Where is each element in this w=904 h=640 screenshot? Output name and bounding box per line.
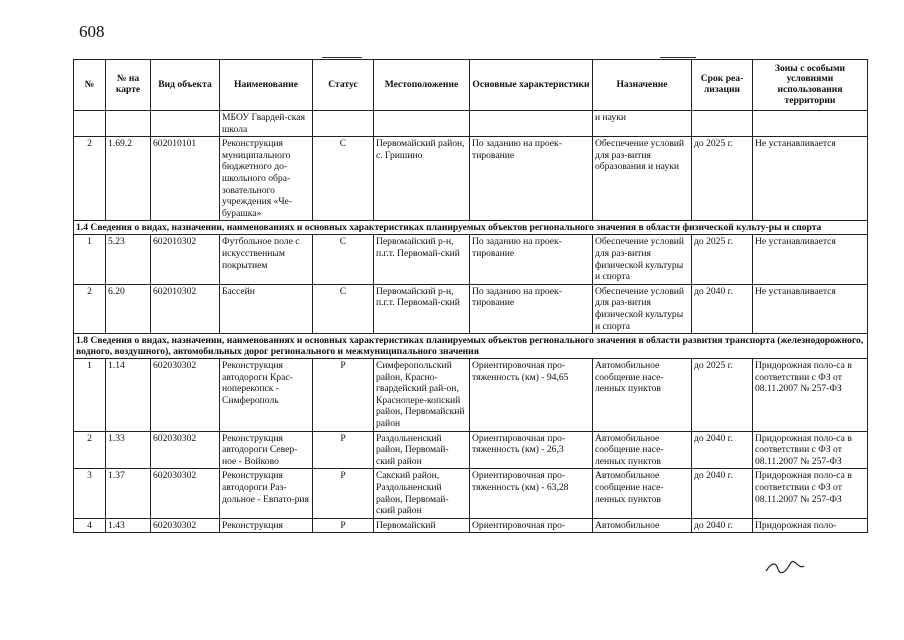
- cell-location: [374, 111, 470, 137]
- cell-term: до 2040 г.: [692, 431, 753, 469]
- cell-code: 602030302: [151, 431, 220, 469]
- table-row: [74, 137, 868, 221]
- table-row: [74, 518, 868, 533]
- cell-status: С: [313, 284, 374, 333]
- col-header: Зоны с особыми условиями использования территории: [753, 60, 868, 111]
- cell-num: 3: [74, 469, 106, 518]
- cell-term: до 2025 г.: [692, 137, 753, 221]
- cell-num: 4: [74, 518, 106, 533]
- cell-purpose: Обеспечение условий для раз-вития физической культуры и спорта: [593, 235, 692, 284]
- col-header: №: [74, 60, 106, 111]
- table-row: [74, 431, 868, 469]
- cell-purpose: Обеспечение условий для раз-вития физической культуры и спорта: [593, 284, 692, 333]
- cell-term: до 2040 г.: [692, 518, 753, 533]
- cell-term: до 2025 г.: [692, 235, 753, 284]
- cell-status: С: [313, 235, 374, 284]
- cell-location: Первомайский р-н, п.г.т. Первомай-ский: [374, 284, 470, 333]
- cell-code: 602010302: [151, 284, 220, 333]
- col-header: Назначение: [593, 60, 692, 111]
- cell-name: Реконструкция муниципального бюджетного до-школьного обра-зовательного учреждения «Че-бурашка»: [220, 137, 313, 221]
- cell-code: 602010101: [151, 137, 220, 221]
- cell-term: до 2025 г.: [692, 359, 753, 432]
- cell-name: Реконструкция автодороги Раз-дольное - Евпато-рия: [220, 469, 313, 518]
- cell-code: 602030302: [151, 469, 220, 518]
- cell-zones: Не устанавливается: [753, 235, 868, 284]
- cell-status: [313, 111, 374, 137]
- cell-code: [151, 111, 220, 137]
- cell-zones: Не устанавливается: [753, 284, 868, 333]
- cell-name: Реконструкция автодороги Север-ное - Войково: [220, 431, 313, 469]
- cell-num: 1: [74, 359, 106, 432]
- cell-code: 602010302: [151, 235, 220, 284]
- cell-status: Р: [313, 518, 374, 533]
- cell-chars: По заданию на проек-тирование: [470, 235, 593, 284]
- table-row: [74, 284, 868, 333]
- register-table: [73, 59, 868, 533]
- cell-name: Футбольное поле с искусственным покрытием: [220, 235, 313, 284]
- cell-chars: Ориентировочная про-тяженность (км) - 26,3: [470, 431, 593, 469]
- cell-location: Первомайский р-н, п.г.т. Первомай-ский: [374, 235, 470, 284]
- cell-code: 602030302: [151, 359, 220, 432]
- cell-location: Первомайский район, с. Гришино: [374, 137, 470, 221]
- section-heading: 1.8 Сведения о видах, назначении, наименованиях и основных характеристиках планируемых объектов регионального значения в области развития транспорта (железнодорожного, водного, воздушного), автомобильных дорог регионального и межмуниципального значения: [74, 334, 868, 359]
- table-row: [74, 235, 868, 284]
- cell-term: до 2040 г.: [692, 284, 753, 333]
- cell-purpose: Автомобильное: [593, 518, 692, 533]
- cell-purpose: Автомобильное сообщение насе-ленных пунктов: [593, 359, 692, 432]
- handwritten-mark: [764, 560, 806, 574]
- cell-term: до 2040 г.: [692, 469, 753, 518]
- cell-location: Сакский район, Раздольненский район, Первомай-ский район: [374, 469, 470, 518]
- cell-zones: Не устанавливается: [753, 137, 868, 221]
- cell-zones: Придорожная поло-: [753, 518, 868, 533]
- table-body: [74, 111, 868, 533]
- cell-map: 6.20: [106, 284, 151, 333]
- cell-name: Реконструкция автодороги Крас-ноперекопск - Симферополь: [220, 359, 313, 432]
- cell-purpose: Автомобильное сообщение насе-ленных пунктов: [593, 431, 692, 469]
- section-heading-row: [74, 221, 868, 235]
- cell-map: 1.43: [106, 518, 151, 533]
- col-header: Вид объекта: [151, 60, 220, 111]
- cell-code: 602030302: [151, 518, 220, 533]
- cell-term: [692, 111, 753, 137]
- cell-name: МБОУ Гвардей-ская школа: [220, 111, 313, 137]
- section-heading-row: [74, 334, 868, 359]
- cell-map: 1.37: [106, 469, 151, 518]
- cell-purpose: Автомобильное сообщение насе-ленных пунктов: [593, 469, 692, 518]
- cell-zones: Придорожная поло-са в соответствии с ФЗ от 08.11.2007 № 257-ФЗ: [753, 359, 868, 432]
- cell-chars: Ориентировочная про-тяженность (км) - 63,28: [470, 469, 593, 518]
- cell-chars: По заданию на проек-тирование: [470, 137, 593, 221]
- cell-status: Р: [313, 359, 374, 432]
- table-row: [74, 469, 868, 518]
- cell-map: [106, 111, 151, 137]
- cell-purpose: Обеспечение условий для раз-вития образования и науки: [593, 137, 692, 221]
- table-row: [74, 111, 868, 137]
- cell-num: 2: [74, 137, 106, 221]
- cell-status: Р: [313, 469, 374, 518]
- page-number: 608: [79, 22, 105, 41]
- header-rule-mark: [322, 57, 362, 58]
- col-header: Срок реа-лизации: [692, 60, 753, 111]
- cell-location: Первомайский: [374, 518, 470, 533]
- col-header: Статус: [313, 60, 374, 111]
- cell-map: 1.14: [106, 359, 151, 432]
- cell-purpose: и науки: [593, 111, 692, 137]
- col-header: Основные характеристики: [470, 60, 593, 111]
- cell-name: Бассейн: [220, 284, 313, 333]
- col-header: № на карте: [106, 60, 151, 111]
- cell-zones: [753, 111, 868, 137]
- cell-location: Симферопольский район, Красно-гвардейский рай-он, Красноπере-копский район, Первомайский район: [374, 359, 470, 432]
- cell-chars: Ориентировочная про-тяженность (км) - 94,65: [470, 359, 593, 432]
- header-rule-mark: [660, 57, 696, 58]
- cell-location: Раздольненский район, Первомай-ский район: [374, 431, 470, 469]
- cell-num: 1: [74, 235, 106, 284]
- section-heading: 1.4 Сведения о видах, назначении, наименованиях и основных характеристиках планируемых объектов регионального значения в области физической культу-ры и спорта: [74, 221, 868, 235]
- cell-map: 1.69.2: [106, 137, 151, 221]
- cell-status: Р: [313, 431, 374, 469]
- cell-name: Реконструкция: [220, 518, 313, 533]
- table-row: [74, 359, 868, 432]
- cell-zones: Придорожная поло-са в соответствии с ФЗ от 08.11.2007 № 257-ФЗ: [753, 469, 868, 518]
- cell-num: 2: [74, 284, 106, 333]
- cell-chars: По заданию на проек-тирование: [470, 284, 593, 333]
- cell-chars: Ориентировочная про-: [470, 518, 593, 533]
- col-header: Местоположение: [374, 60, 470, 111]
- col-header: Наименование: [220, 60, 313, 111]
- cell-status: С: [313, 137, 374, 221]
- cell-zones: Придорожная поло-са в соответствии с ФЗ от 08.11.2007 № 257-ФЗ: [753, 431, 868, 469]
- table-header-row: [74, 60, 868, 111]
- cell-num: [74, 111, 106, 137]
- cell-chars: [470, 111, 593, 137]
- cell-map: 5.23: [106, 235, 151, 284]
- cell-map: 1.33: [106, 431, 151, 469]
- cell-num: 2: [74, 431, 106, 469]
